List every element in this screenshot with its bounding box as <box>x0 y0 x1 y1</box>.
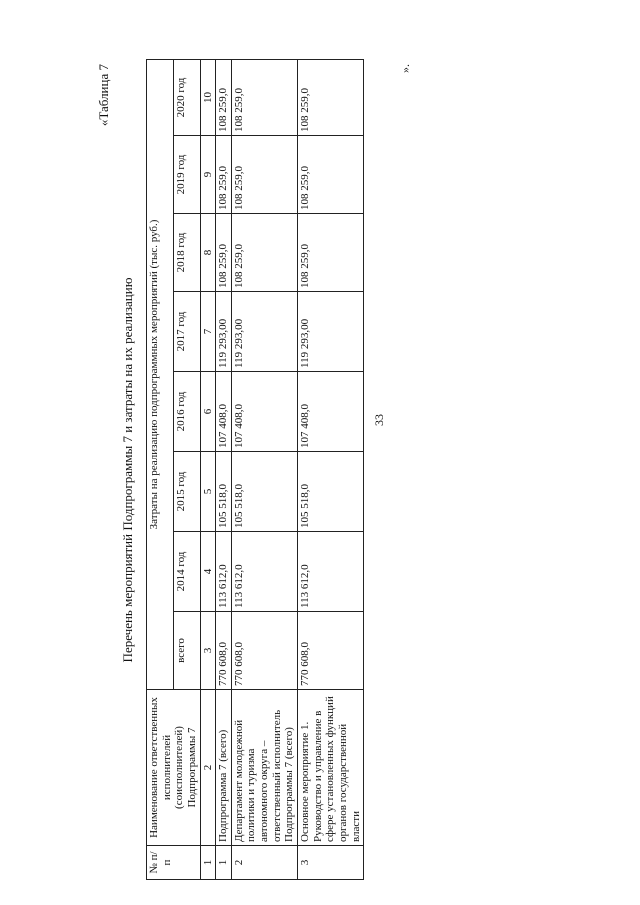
header-costs: Затраты на реализацию подпрограммных мероприятий (тыс. руб.) <box>147 59 174 689</box>
page-number: 33 <box>372 414 386 426</box>
header-year: 2016 год <box>173 372 200 452</box>
table-row <box>231 59 297 879</box>
row-value: 113 612,0 <box>231 532 297 612</box>
row-num: 1 <box>216 846 232 880</box>
row-value: 108 259,0 <box>216 136 232 214</box>
row-value: 770 608,0 <box>216 612 232 690</box>
row-name: Подпрограмма 7 (всего) <box>216 690 232 846</box>
row-name: Департамент молодежной политики и туризма автономного округа – ответственный исполнитель Подпрограммы 7 (всего) <box>231 690 297 846</box>
table-label: «Таблица 7 <box>96 64 111 127</box>
row-name: Основное мероприятие 1. Руководство и управление в сфере установленных функций органов государственной власти <box>298 690 364 846</box>
header-year: 2014 год <box>173 532 200 612</box>
column-number: 5 <box>200 452 216 532</box>
row-value: 108 259,0 <box>231 214 297 292</box>
row-value: 107 408,0 <box>298 372 364 452</box>
row-value: 770 608,0 <box>231 612 297 690</box>
row-value: 105 518,0 <box>231 452 297 532</box>
row-value: 108 259,0 <box>231 136 297 214</box>
row-value: 108 259,0 <box>216 214 232 292</box>
row-value: 105 518,0 <box>298 452 364 532</box>
row-value: 108 259,0 <box>231 59 297 135</box>
column-number: 9 <box>200 136 216 214</box>
row-value: 119 293,00 <box>298 292 364 372</box>
row-value: 119 293,00 <box>231 292 297 372</box>
row-value: 770 608,0 <box>298 612 364 690</box>
header-year: 2015 год <box>173 452 200 532</box>
row-num: 3 <box>298 846 364 880</box>
row-value: 108 259,0 <box>298 136 364 214</box>
header-year: 2017 год <box>173 292 200 372</box>
header-num: № п/п <box>147 846 201 880</box>
closing-quote: ». <box>398 64 412 73</box>
row-value: 107 408,0 <box>231 372 297 452</box>
header-year: 2019 год <box>173 136 200 214</box>
header-name: Наименование ответственных исполнителей (соисполнителей) Подпрограммы 7 <box>147 690 201 846</box>
column-number: 2 <box>200 690 216 846</box>
header-year: 2018 год <box>173 214 200 292</box>
row-num: 2 <box>231 846 297 880</box>
column-number: 3 <box>200 612 216 690</box>
row-value: 113 612,0 <box>216 532 232 612</box>
header-year: 2020 год <box>173 59 200 135</box>
row-value: 108 259,0 <box>298 214 364 292</box>
row-value: 108 259,0 <box>298 59 364 135</box>
column-number: 6 <box>200 372 216 452</box>
rotated-page-content <box>96 60 640 880</box>
row-value: 119 293,00 <box>216 292 232 372</box>
row-value: 107 408,0 <box>216 372 232 452</box>
row-value: 113 612,0 <box>298 532 364 612</box>
document-title: Перечень мероприятий Подпрограммы 7 и затраты на их реализацию <box>120 277 135 663</box>
header-total: всего <box>173 612 200 690</box>
row-value: 108 259,0 <box>216 59 232 135</box>
measures-table <box>146 59 364 880</box>
table-row <box>216 59 232 879</box>
column-number: 8 <box>200 214 216 292</box>
row-value: 105 518,0 <box>216 452 232 532</box>
column-number: 7 <box>200 292 216 372</box>
column-number: 10 <box>200 59 216 135</box>
table-row <box>298 59 364 879</box>
column-number: 4 <box>200 532 216 612</box>
column-number: 1 <box>200 846 216 880</box>
